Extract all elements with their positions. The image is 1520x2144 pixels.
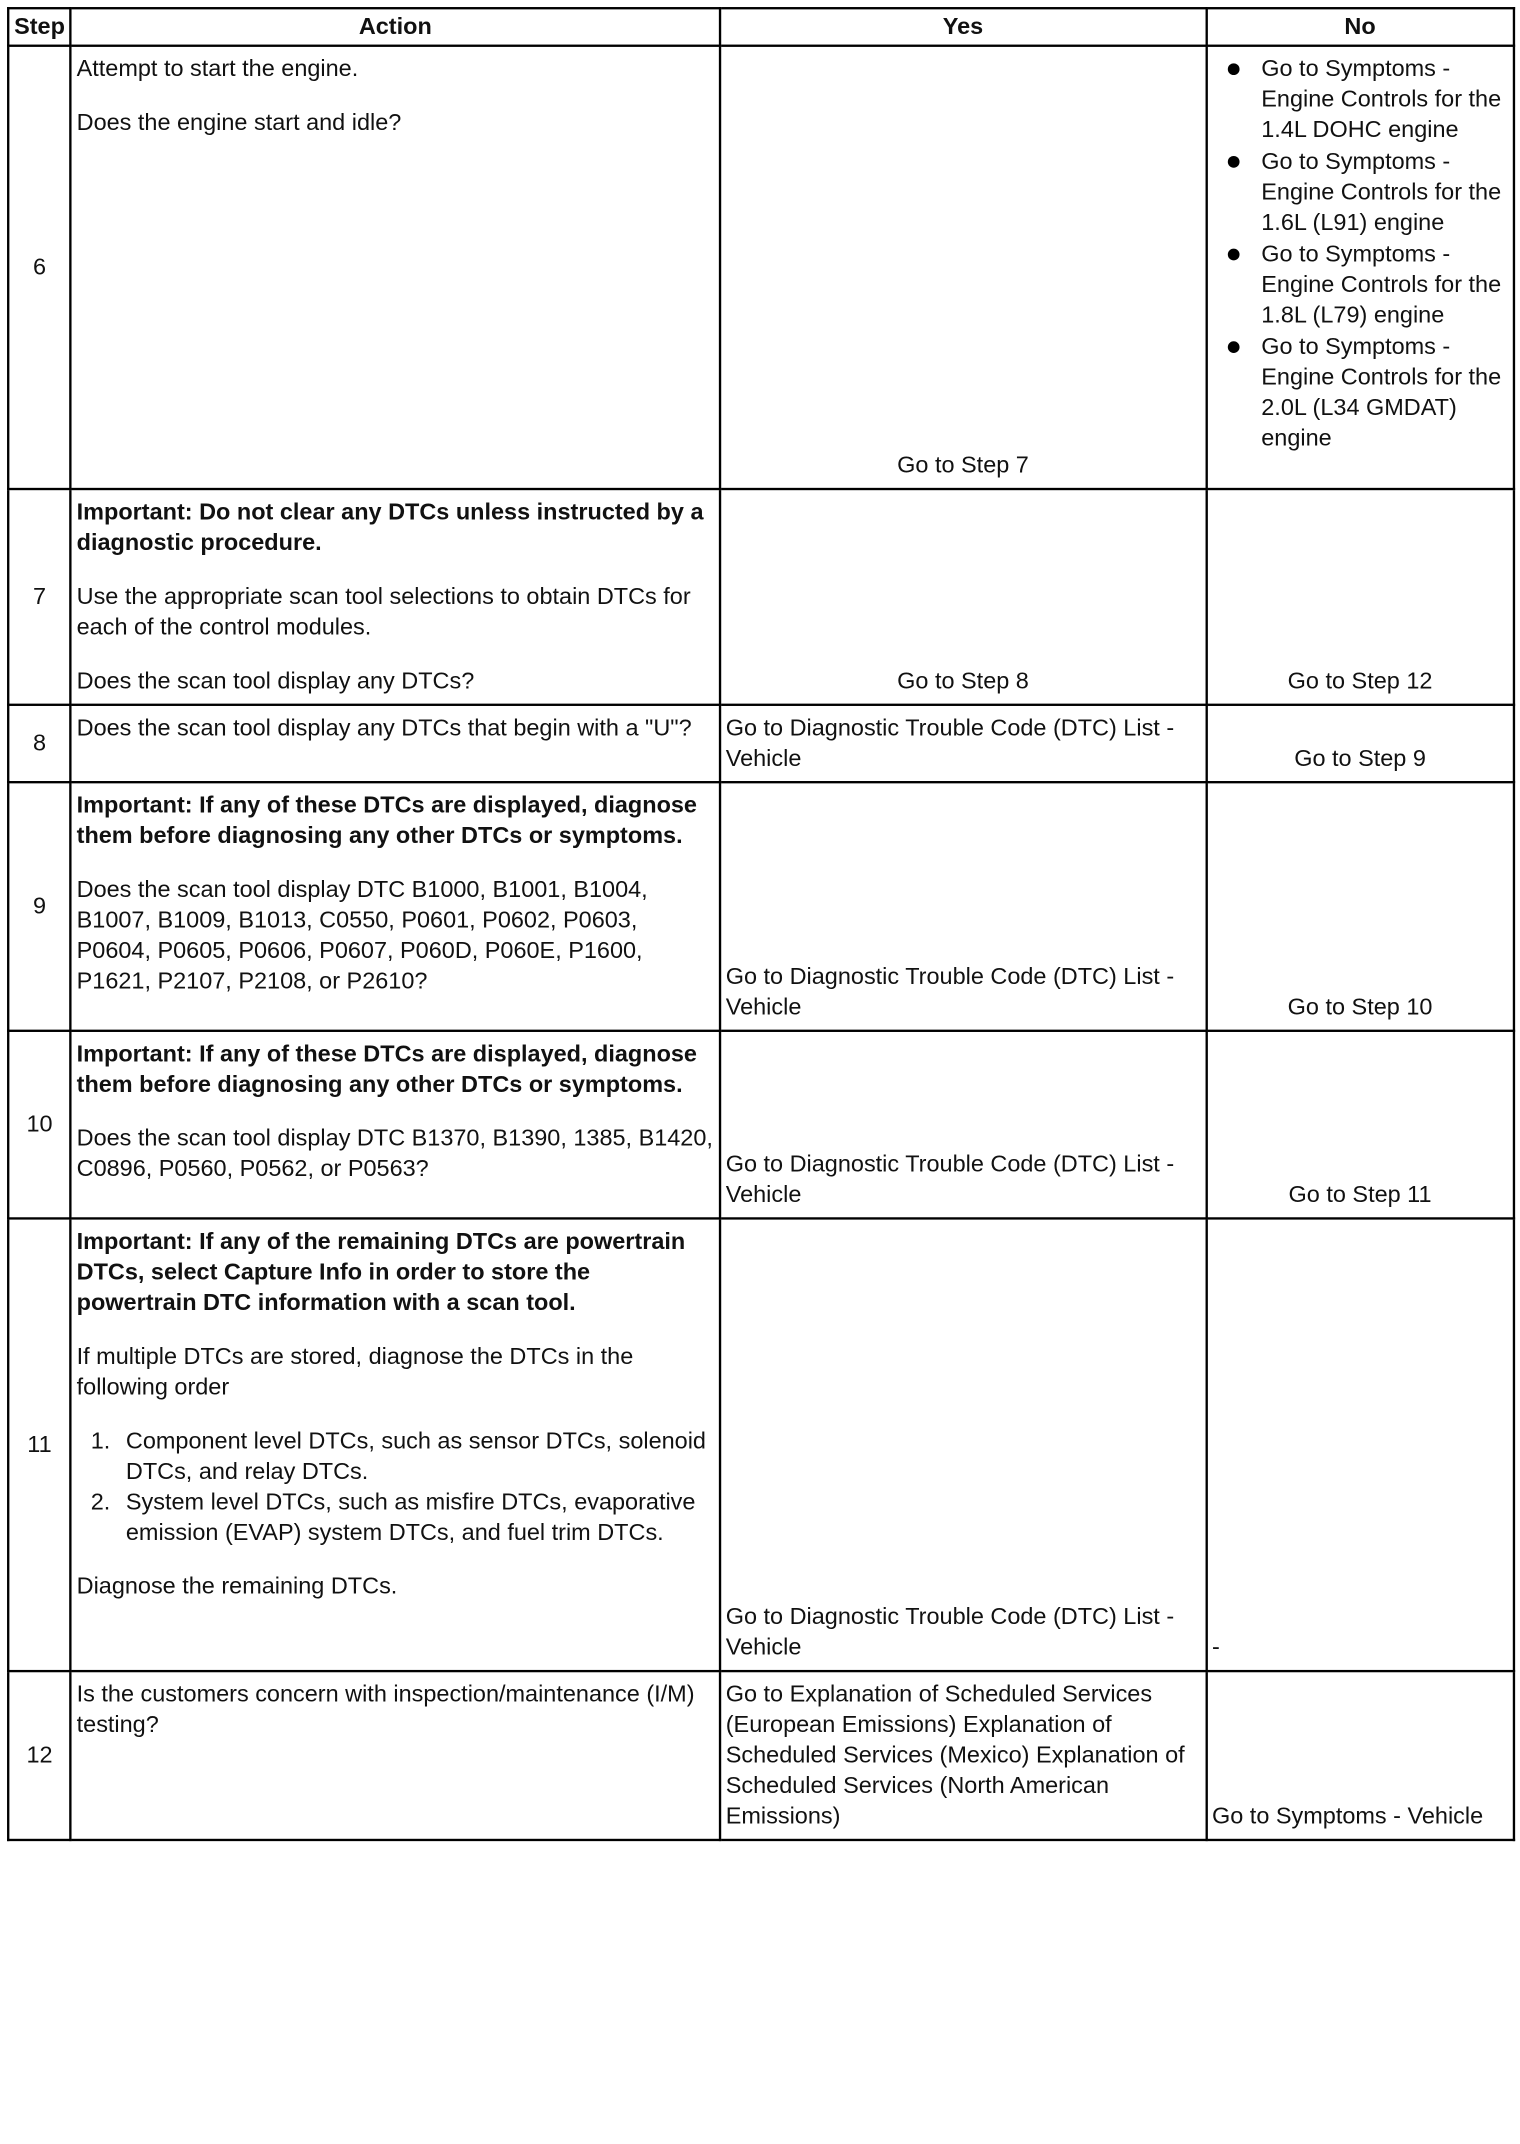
header-no: No (1206, 8, 1514, 46)
no-cell (1206, 46, 1514, 489)
list-item (1210, 332, 1511, 454)
action-cell (71, 1031, 720, 1219)
header-step: Step (8, 8, 71, 46)
list-item-text: System level DTCs, such as misfire DTCs, evaporative emission (EVAP) system DTCs, and fuel trim DTCs. (125, 1489, 696, 1546)
yes-cell: Go to Diagnostic Trouble Code (DTC) List - Vehicle (720, 782, 1206, 1031)
list-item-text: Go to Symptoms - Engine Controls for the 1.6L (L91) engine (1261, 148, 1502, 236)
step-number: 10 (8, 1031, 71, 1219)
step-number: 12 (8, 1671, 71, 1840)
no-cell: - (1206, 1218, 1514, 1671)
action-cell (71, 489, 720, 705)
action-question: Is the customers concern with inspection/maintenance (I/M) testing? (76, 1681, 695, 1738)
action-cell (71, 1218, 720, 1671)
list-item-text: Component level DTCs, such as sensor DTCs, solenoid DTCs, and relay DTCs. (125, 1428, 706, 1485)
bullet-icon (1227, 156, 1239, 168)
table-row (8, 1218, 1514, 1671)
diagnostic-table (7, 7, 1515, 1841)
no-cell: Go to Step 10 (1206, 782, 1514, 1031)
list-item-text: Go to Symptoms - Engine Controls for the 2.0L (L34 GMDAT) engine (1261, 334, 1502, 452)
action-cell (71, 705, 720, 782)
important-note (77, 1039, 714, 1100)
action-cell (71, 46, 720, 489)
important-note (77, 790, 714, 851)
list-item (77, 1426, 714, 1487)
important-text: Important: If any of these DTCs are displayed, diagnose them before diagnosing any other DTCs or symptoms. (76, 1041, 697, 1098)
no-bullet-list (1210, 54, 1511, 454)
list-item-text: Go to Symptoms - Engine Controls for the 1.8L (L79) engine (1261, 241, 1502, 329)
yes-cell: Go to Explanation of Scheduled Services (European Emissions) Explanation of Scheduled Services (Mexico) Explanation of Scheduled Services (North American Emissions) (720, 1671, 1206, 1840)
action-text: Attempt to start the engine. (76, 56, 359, 83)
yes-cell: Go to Step 7 (720, 46, 1206, 489)
action-text: Diagnose the remaining DTCs. (76, 1573, 398, 1600)
action-question: Does the scan tool display DTC B1000, B1001, B1004, B1007, B1009, B1013, C0550, P0601, P0602, P0603, P0604, P0605, P0606, P0607, P060D, P060E, P1600, P1621, P2107, P2108, or P2610? (76, 877, 648, 995)
list-number: 2. (90, 1489, 111, 1516)
bullet-icon (1227, 63, 1239, 75)
table-row (8, 489, 1514, 705)
table-row (8, 1671, 1514, 1840)
step-number: 9 (8, 782, 71, 1031)
table-row (8, 46, 1514, 489)
header-yes: Yes (720, 8, 1206, 46)
yes-cell: Go to Diagnostic Trouble Code (DTC) List - Vehicle (720, 1031, 1206, 1219)
bullet-icon (1227, 249, 1239, 261)
list-item (1210, 147, 1511, 238)
header-action: Action (71, 8, 720, 46)
bullet-icon (1227, 341, 1239, 353)
list-number: 1. (90, 1428, 111, 1455)
no-cell: Go to Symptoms - Vehicle (1206, 1671, 1514, 1840)
numbered-list (77, 1426, 714, 1548)
action-question: Does the scan tool display DTC B1370, B1390, 1385, B1420, C0896, P0560, P0562, or P0563? (76, 1125, 713, 1183)
step-number: 6 (8, 46, 71, 489)
table-row (8, 1031, 1514, 1219)
step-number: 8 (8, 705, 71, 782)
important-text: Important: If any of the remaining DTCs are powertrain DTCs, select Capture Info in order to store the powertrain DTC information with a scan tool. (76, 1228, 686, 1316)
action-text: If multiple DTCs are stored, diagnose the DTCs in the following order (76, 1343, 634, 1401)
list-item (77, 1487, 714, 1548)
no-cell: Go to Step 12 (1206, 489, 1514, 705)
important-note (77, 497, 714, 558)
no-cell: Go to Step 11 (1206, 1031, 1514, 1219)
list-item (1210, 54, 1511, 145)
step-number: 11 (8, 1218, 71, 1671)
table-row (8, 782, 1514, 1031)
list-item (1210, 239, 1511, 330)
important-text: Important: If any of these DTCs are displayed, diagnose them before diagnosing any other DTCs or symptoms. (76, 792, 697, 850)
action-question: Does the scan tool display any DTCs that begin with a "U"? (76, 715, 692, 742)
yes-cell: Go to Step 8 (720, 489, 1206, 705)
important-text: Important: Do not clear any DTCs unless instructed by a diagnostic procedure. (76, 499, 704, 556)
action-cell (71, 1671, 720, 1840)
yes-cell: Go to Diagnostic Trouble Code (DTC) List - Vehicle (720, 705, 1206, 782)
no-cell: Go to Step 9 (1206, 705, 1514, 782)
list-item-text: Go to Symptoms - Engine Controls for the 1.4L DOHC engine (1261, 56, 1502, 144)
important-note (77, 1227, 714, 1318)
action-text: Use the appropriate scan tool selections to obtain DTCs for each of the control modules. (76, 584, 691, 641)
yes-cell: Go to Diagnostic Trouble Code (DTC) List - Vehicle (720, 1218, 1206, 1671)
header-row (8, 8, 1514, 46)
action-question: Does the scan tool display any DTCs? (76, 668, 475, 695)
table-row (8, 705, 1514, 782)
step-number: 7 (8, 489, 71, 705)
action-cell (71, 782, 720, 1031)
action-question: Does the engine start and idle? (76, 110, 402, 137)
